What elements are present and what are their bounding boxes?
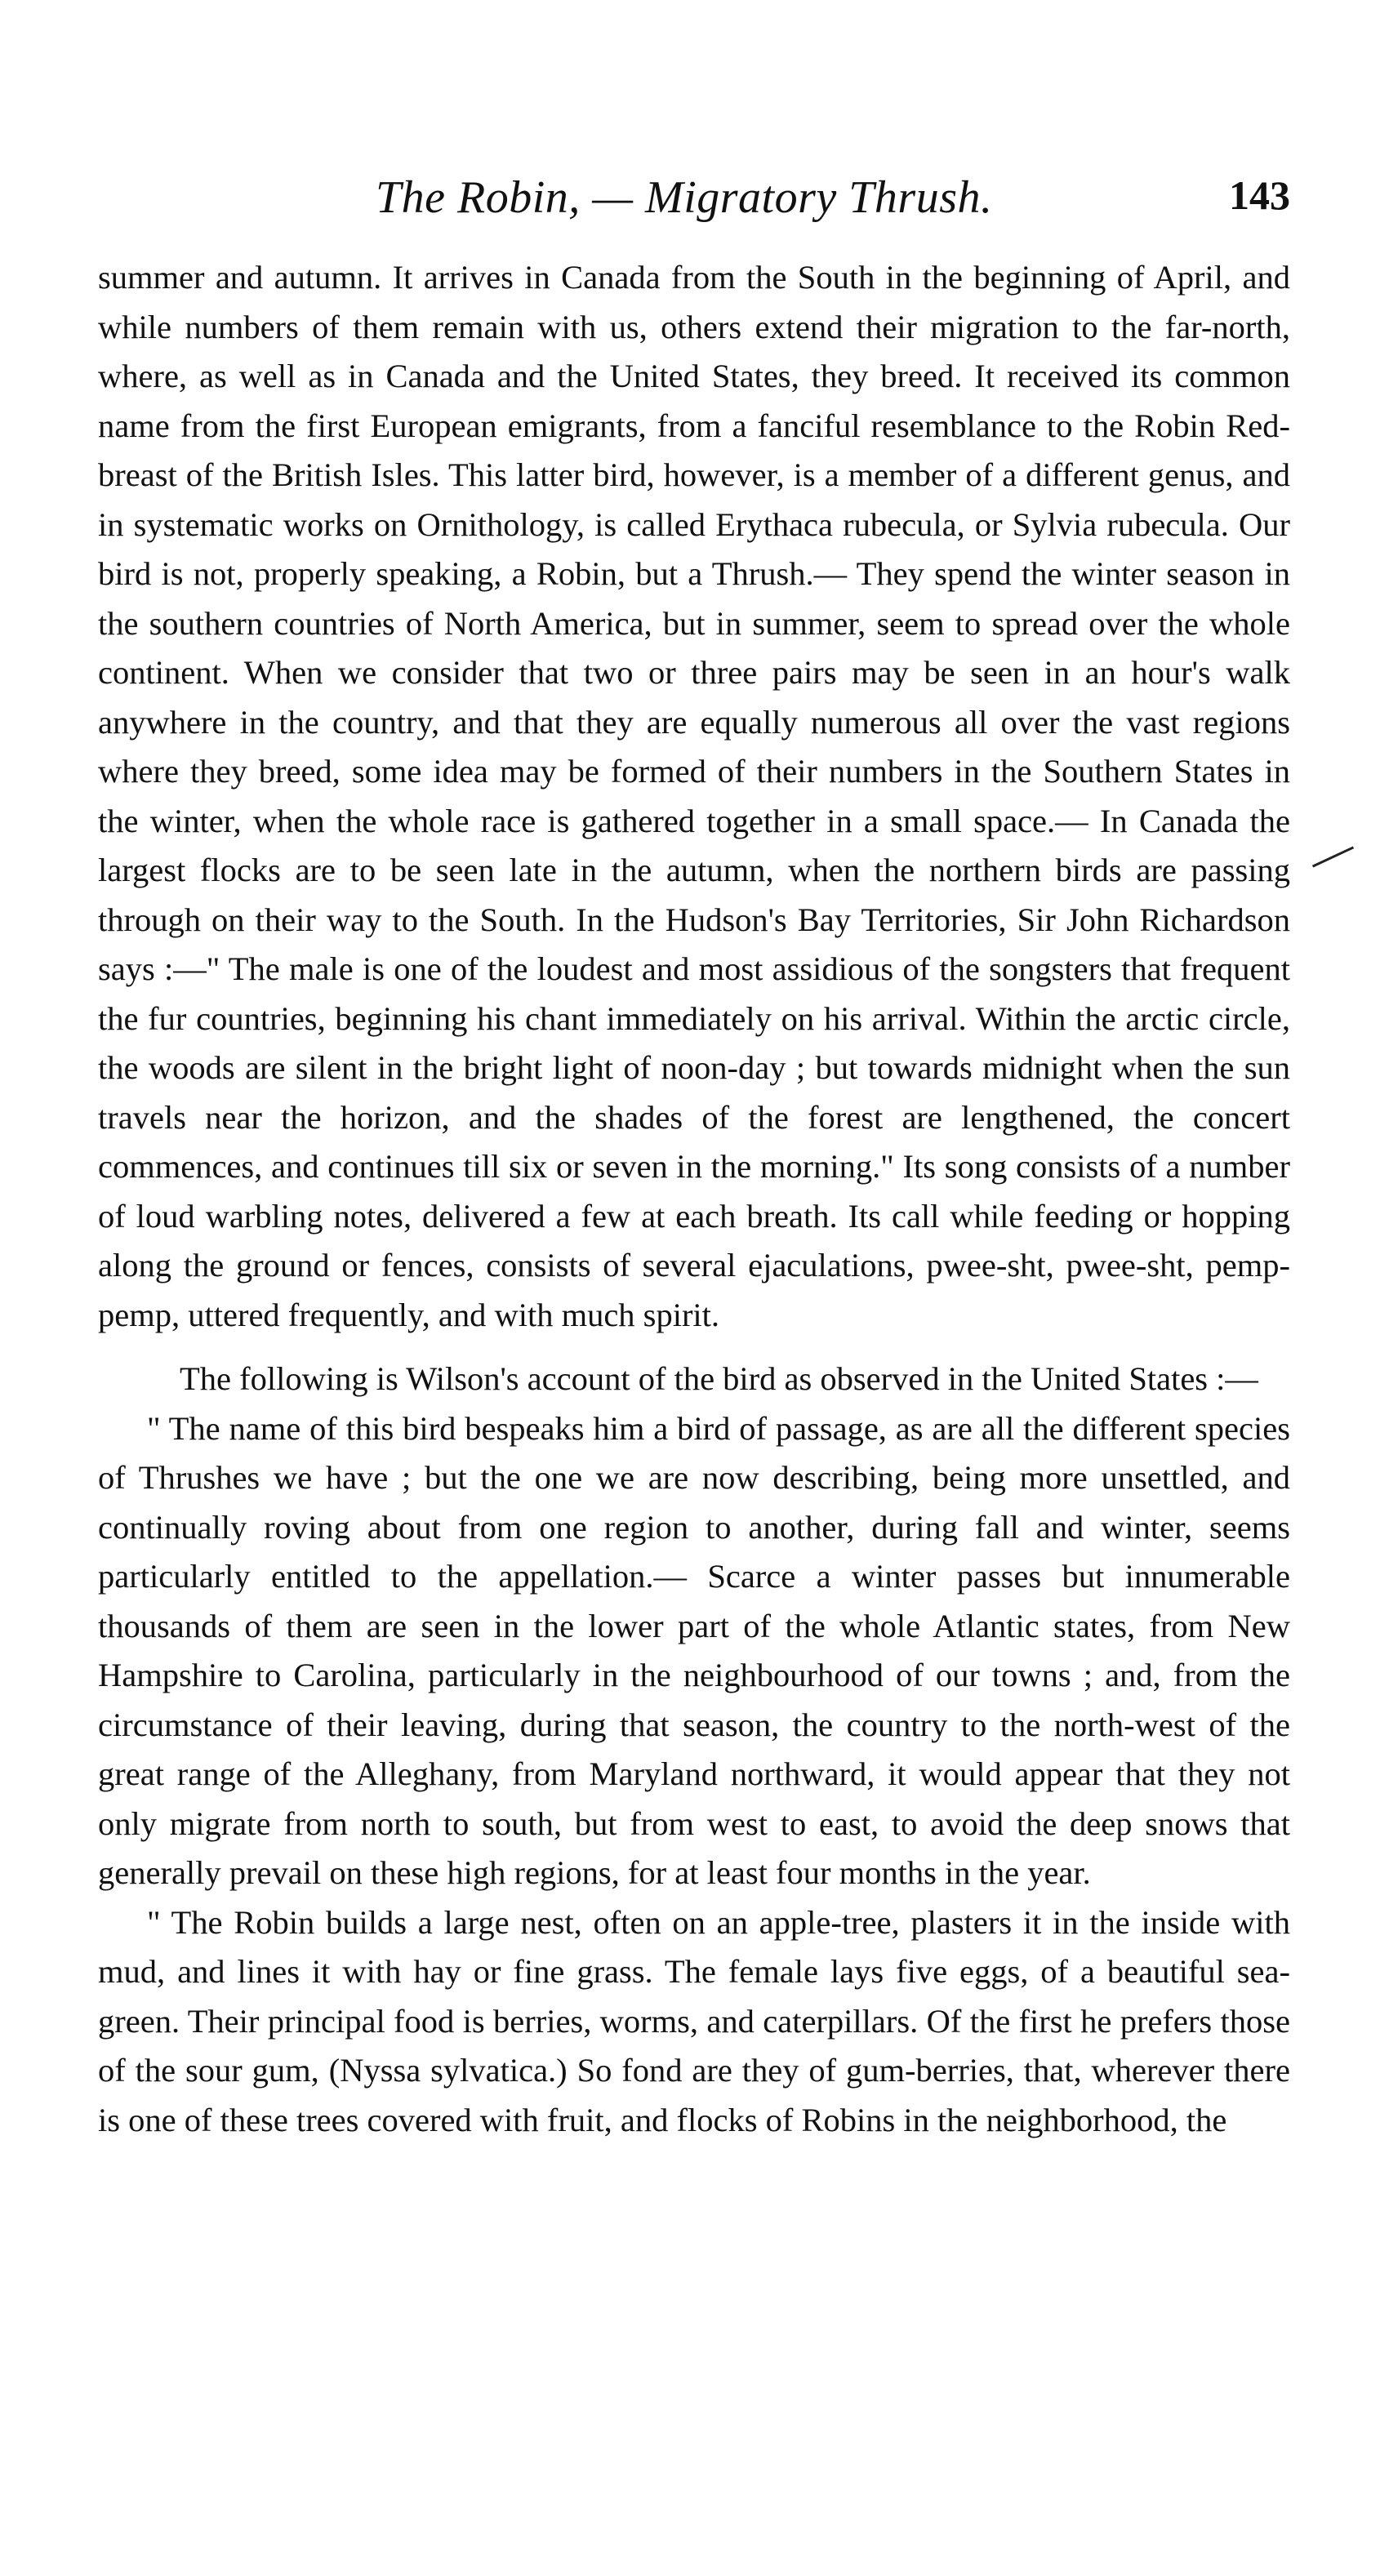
body-text	[98, 253, 1290, 2145]
page-header	[98, 155, 1290, 245]
paragraph-wilson-quote-nest: " The Robin builds a large nest, often on an apple-tree, plasters it in the inside with mud, and lines it with hay or fine grass. The female lays five eggs, of a beautiful sea-green. Their principal food is berries, worms, and caterpillars. Of the first he prefers those of the sour gum, (Nyssa sylvatica.) So fond are they of gum-berries, that, wherever there is one of these trees covered with fruit, and flocks of Robins in the neighborhood, the	[98, 1903, 1290, 2138]
running-head: The Robin, — Migratory Thrush.	[376, 172, 993, 223]
paragraph-wilson-intro: The following is Wilson's account of the bird as observed in the United States :—	[180, 1360, 1258, 1397]
paragraph-robin-migration: summer and autumn. It arrives in Canada from the South in the beginning of April, and while numbers of them remain with us, others extend their migration to the far-north, where, as well as in Canada and the United States, they breed. It received its common name from the first European emigrants, from a fanciful resemblance to the Robin Red-breast of the British Isles. This latter bird, however, is a member of a different genus, and in systematic works on Ornithology, is called Erythaca rubecula, or Sylvia rubecula. Our bird is not, properly speaking, a Robin, but a Thrush.— They spend the winter season in the southern countries of North America, but in summer, seem to spread over the whole continent. When we consider that two or three pairs may be seen in an hour's walk anywhere in the country, and that they are equally numerous all over the vast regions where they breed, some idea may be formed of their numbers in the Southern States in the winter, when the whole race is gathered together in a small space.— In Canada the largest flocks are to be seen late in the autumn, when the northern birds are passing through on their way to the South. In the Hudson's Bay Territories, Sir John Richardson says :—" The male is one of the loudest and most assidious of the songsters that frequent the fur countries, beginning his chant immediately on his arrival. Within the arctic circle, the woods are silent in the bright light of noon-day ; but towards midnight when the sun travels near the horizon, and the shades of the forest are lengthened, the concert commences, and continues till six or seven in the morning." Its song consists of a number of loud warbling notes, delivered a few at each breath. Its call while feeding or hopping along the ground or fences, consists of several ejaculations, pwee-sht, pwee-sht, pemp-pemp, uttered frequently, and with much spirit.	[98, 259, 1290, 1333]
page-number: 143	[1229, 172, 1290, 218]
book-page	[98, 155, 1290, 2145]
paragraph-wilson-quote-passage: " The name of this bird bespeaks him a bird of passage, as are all the different species of Thrushes we have ; but the one we are now describing, being more unsettled, and continually roving about from one region to another, during fall and winter, seems particularly entitled to the appellation.— Scarce a winter passes but innumerable thousands of them are seen in the lower part of the whole Atlantic states, from New Hampshire to Carolina, particularly in the neighbourhood of our towns ; and, from the circumstance of their leaving, during that season, the country to the north-west of the great range of the Alleghany, from Maryland northward, it would appear that they not only migrate from north to south, but from west to east, to avoid the deep snows that generally prevail on these high regions, for at least four months in the year.	[98, 1409, 1290, 1891]
margin-pencil-mark	[1312, 847, 1354, 868]
